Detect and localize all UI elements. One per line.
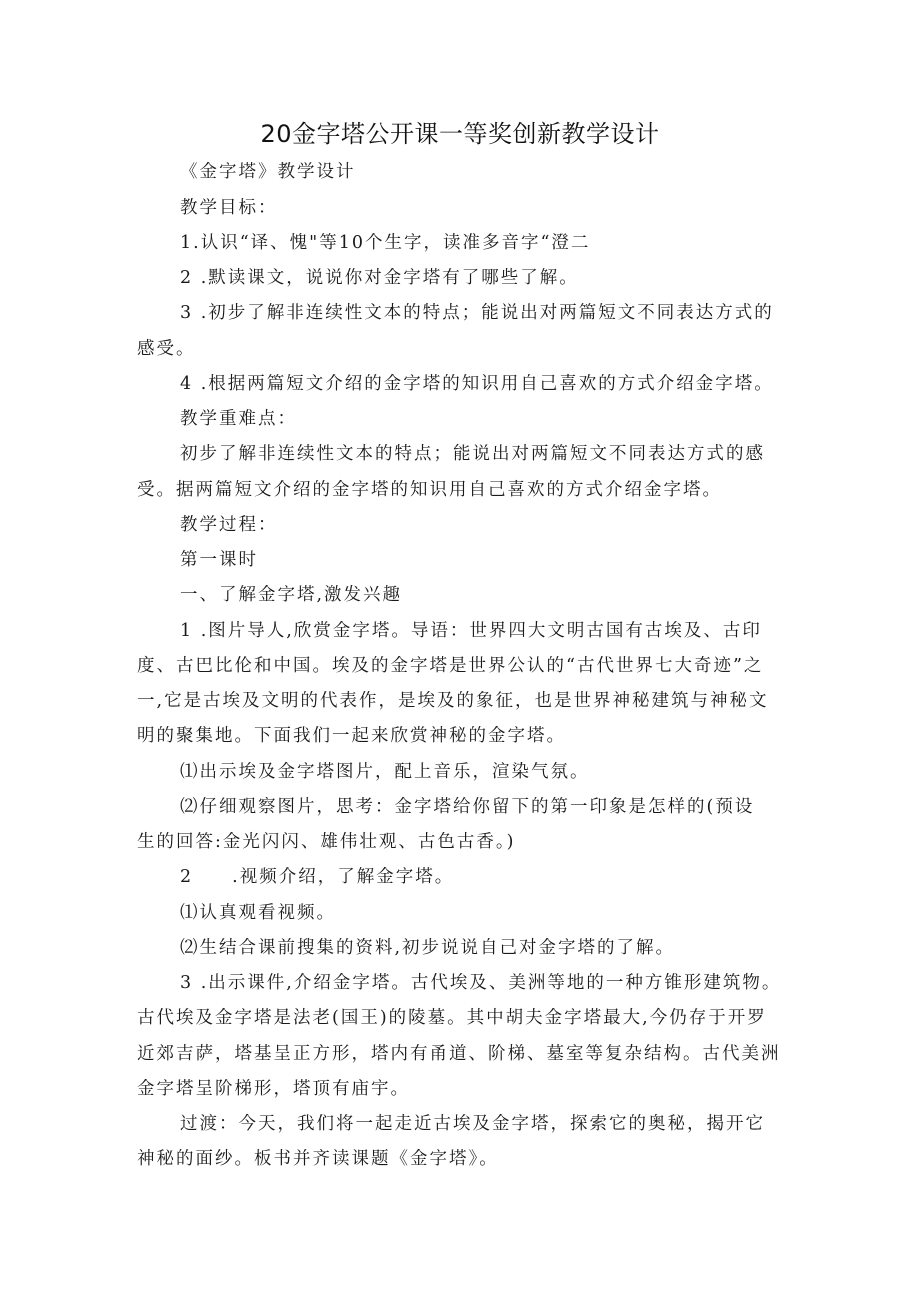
section-heading: 一、了解金字塔,激发兴趣	[180, 585, 403, 605]
paragraph-line: 3 .出示课件,介绍金字塔。古代埃及、美洲等地的一种方锥形建筑物。	[180, 973, 782, 993]
paragraph-line: 1 .图片导人,欣赏金字塔。导语：世界四大文明古国有古埃及、古印	[180, 621, 762, 641]
paragraph-line: 明的聚集地。下面我们一起来欣赏神秘的金字塔。	[137, 726, 566, 746]
paragraph-line: 1.认识“译、愧"等10个生字，读准多音字“澄二	[180, 233, 591, 253]
paragraph-line: 过渡：今天，我们将一起走近古埃及金字塔，探索它的奥秘，揭开它	[180, 1114, 765, 1134]
heading-objectives: 教学目标：	[180, 198, 278, 218]
subtitle-line: 《金字塔》教学设计	[180, 162, 356, 182]
heading-process: 教学过程：	[180, 515, 278, 535]
heading-first-lesson: 第一课时	[180, 550, 258, 570]
paragraph-line: 受。据两篇短文介绍的金字塔的知识用自己喜欢的方式介绍金字塔。	[137, 480, 722, 500]
heading-key-points: 教学重难点：	[180, 409, 297, 429]
paragraph-line: ⑴认真观看视频。	[180, 903, 336, 923]
paragraph-line: 感受。	[137, 339, 196, 359]
paragraph-line: 3 .初步了解非连续性文本的特点；能说出对两篇短文不同表达方式的	[180, 303, 774, 323]
paragraph-line: 2 .视频介绍，了解金字塔。	[180, 867, 455, 887]
paragraph-line: 4 .根据两篇短文介绍的金字塔的知识用自己喜欢的方式介绍金字塔。	[180, 374, 774, 394]
paragraph-line: 生的回答:金光闪闪、雄伟壮观、古色古香。)	[137, 832, 516, 852]
paragraph-line: 一,它是古埃及文明的代表作，是埃及的象征，也是世界神秘建筑与神秘文	[137, 691, 769, 711]
document-title: 20金字塔公开课一等奖创新教学设计	[260, 120, 660, 148]
paragraph-line: 古代埃及金字塔是法老(国王)的陵墓。其中胡夫金字塔最大,今仍存于开罗	[137, 1008, 767, 1028]
paragraph-line: ⑵仔细观察图片，思考：金字塔给你留下的第一印象是怎样的(预设	[180, 797, 755, 817]
paragraph-line: 度、古巴比伦和中国。埃及的金字塔是世界公认的“古代世界七大奇迹”之	[137, 656, 764, 676]
paragraph-line: ⑵生结合课前搜集的资料,初步说说自己对金字塔的了解。	[180, 938, 676, 958]
paragraph-line: 初步了解非连续性文本的特点；能说出对两篇短文不同表达方式的感	[180, 444, 765, 464]
paragraph-line: 近郊吉萨，塔基呈正方形，塔内有甬道、阶梯、墓室等复杂结构。古代美洲	[137, 1044, 781, 1064]
paragraph-line: 2 .默读课文，说说你对金字塔有了哪些了解。	[180, 268, 579, 288]
paragraph-line: ⑴出示埃及金字塔图片，配上音乐，渲染气氛。	[180, 762, 590, 782]
paragraph-line: 神秘的面纱。板书并齐读课题《金字塔》。	[137, 1149, 499, 1169]
paragraph-line: 金字塔呈阶梯形，塔顶有庙宇。	[137, 1079, 410, 1099]
